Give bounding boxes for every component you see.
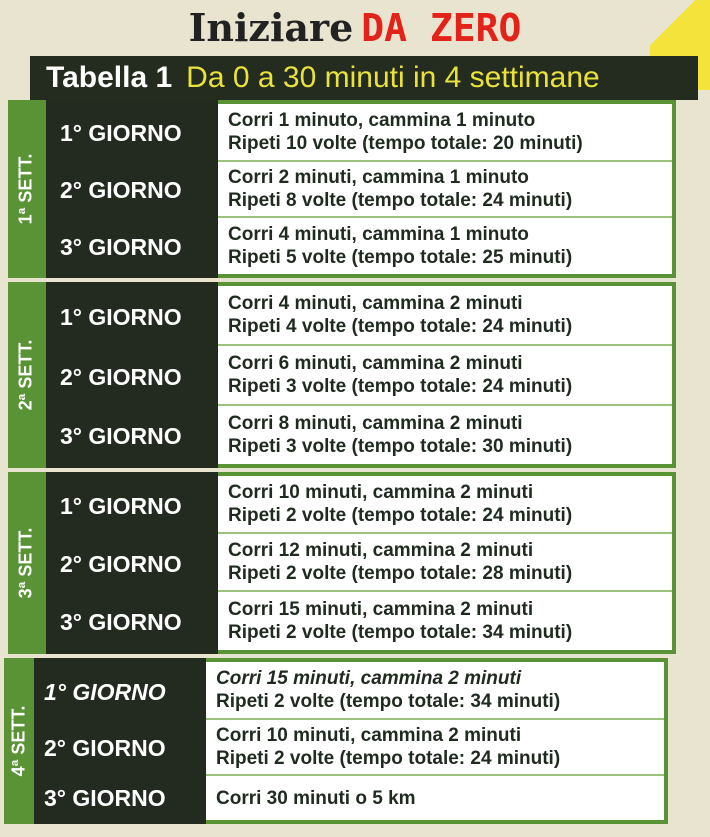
description-column bbox=[206, 662, 664, 820]
title-plain: Iniziare bbox=[188, 5, 354, 50]
page-title bbox=[0, 6, 710, 50]
workout-repeat: Ripeti 2 volte (tempo totale: 24 minuti) bbox=[216, 748, 561, 769]
day-label: 2° GIORNO bbox=[60, 176, 182, 203]
table-header bbox=[30, 56, 698, 100]
day-label: 3° GIORNO bbox=[44, 784, 166, 811]
workout-line: Corri 10 minuti, cammina 2 minuti bbox=[216, 725, 522, 746]
workout-repeat: Ripeti 2 volte (tempo totale: 28 minuti) bbox=[228, 563, 573, 584]
description-column bbox=[218, 286, 672, 464]
week-4 bbox=[4, 658, 668, 824]
week-2 bbox=[8, 282, 676, 468]
list-item bbox=[218, 104, 672, 160]
day-column bbox=[46, 472, 218, 654]
workout-line: Corri 15 minuti, cammina 2 minuti bbox=[228, 599, 534, 620]
day-column bbox=[46, 100, 218, 278]
workout-repeat: Ripeti 2 volte (tempo totale: 34 minuti) bbox=[216, 691, 561, 712]
workout-repeat: Ripeti 5 volte (tempo totale: 25 minuti) bbox=[228, 247, 573, 268]
list-item bbox=[206, 662, 664, 718]
day-column bbox=[34, 658, 206, 824]
workout-line: Corri 10 minuti, cammina 2 minuti bbox=[228, 482, 534, 503]
day-label: 1° GIORNO bbox=[44, 678, 166, 705]
week-label: 1ª SETT. bbox=[15, 153, 36, 225]
workout-repeat: Ripeti 10 volte (tempo totale: 20 minuti) bbox=[228, 133, 583, 154]
workout-repeat: Ripeti 8 volte (tempo totale: 24 minuti) bbox=[228, 190, 573, 211]
table-description: Da 0 a 30 minuti in 4 settimane bbox=[186, 61, 600, 94]
workout-line: Corri 1 minuto, cammina 1 minuto bbox=[228, 110, 536, 131]
day-label: 3° GIORNO bbox=[60, 233, 182, 260]
workout-repeat: Ripeti 3 volte (tempo totale: 30 minuti) bbox=[228, 436, 573, 457]
week-3 bbox=[8, 472, 676, 654]
description-column bbox=[218, 476, 672, 650]
day-label: 1° GIORNO bbox=[60, 119, 182, 146]
workout-line: Corri 6 minuti, cammina 2 minuti bbox=[228, 353, 523, 374]
workout-line: Corri 2 minuti, cammina 1 minuto bbox=[228, 167, 529, 188]
workout-repeat: Ripeti 2 volte (tempo totale: 34 minuti) bbox=[228, 622, 573, 643]
workout-line: Corri 4 minuti, cammina 2 minuti bbox=[228, 293, 523, 314]
workout-line: Corri 15 minuti, cammina 2 minuti bbox=[216, 668, 522, 689]
table-label: Tabella 1 bbox=[46, 61, 173, 94]
list-item bbox=[218, 218, 672, 274]
day-label: 1° GIORNO bbox=[60, 303, 182, 330]
description-column bbox=[218, 104, 672, 274]
workout-repeat: Ripeti 3 volte (tempo totale: 24 minuti) bbox=[228, 376, 573, 397]
day-label: 2° GIORNO bbox=[60, 363, 182, 390]
list-item bbox=[218, 286, 672, 344]
workout-repeat: Ripeti 2 volte (tempo totale: 24 minuti) bbox=[228, 505, 573, 526]
day-label: 1° GIORNO bbox=[60, 492, 182, 519]
list-item bbox=[218, 406, 672, 464]
list-item bbox=[206, 720, 664, 774]
day-label: 2° GIORNO bbox=[60, 550, 182, 577]
list-item bbox=[206, 776, 664, 820]
day-label: 3° GIORNO bbox=[60, 608, 182, 635]
week-label: 4ª SETT. bbox=[8, 705, 29, 777]
week-label: 2ª SETT. bbox=[15, 339, 36, 411]
workout-repeat: Ripeti 4 volte (tempo totale: 24 minuti) bbox=[228, 316, 573, 337]
week-1 bbox=[8, 100, 676, 278]
workout-line: Corri 12 minuti, cammina 2 minuti bbox=[228, 540, 534, 561]
day-label: 3° GIORNO bbox=[60, 422, 182, 449]
list-item bbox=[218, 476, 672, 532]
list-item bbox=[218, 162, 672, 216]
workout-line: Corri 30 minuti o 5 km bbox=[216, 787, 416, 809]
list-item bbox=[218, 534, 672, 590]
day-column bbox=[46, 282, 218, 468]
workout-line: Corri 8 minuti, cammina 2 minuti bbox=[228, 413, 523, 434]
workout-line: Corri 4 minuti, cammina 1 minuto bbox=[228, 224, 529, 245]
day-label: 2° GIORNO bbox=[44, 734, 166, 761]
list-item bbox=[218, 346, 672, 404]
title-accent: DA ZERO bbox=[361, 6, 522, 50]
list-item bbox=[218, 592, 672, 650]
week-label: 3ª SETT. bbox=[15, 527, 36, 599]
